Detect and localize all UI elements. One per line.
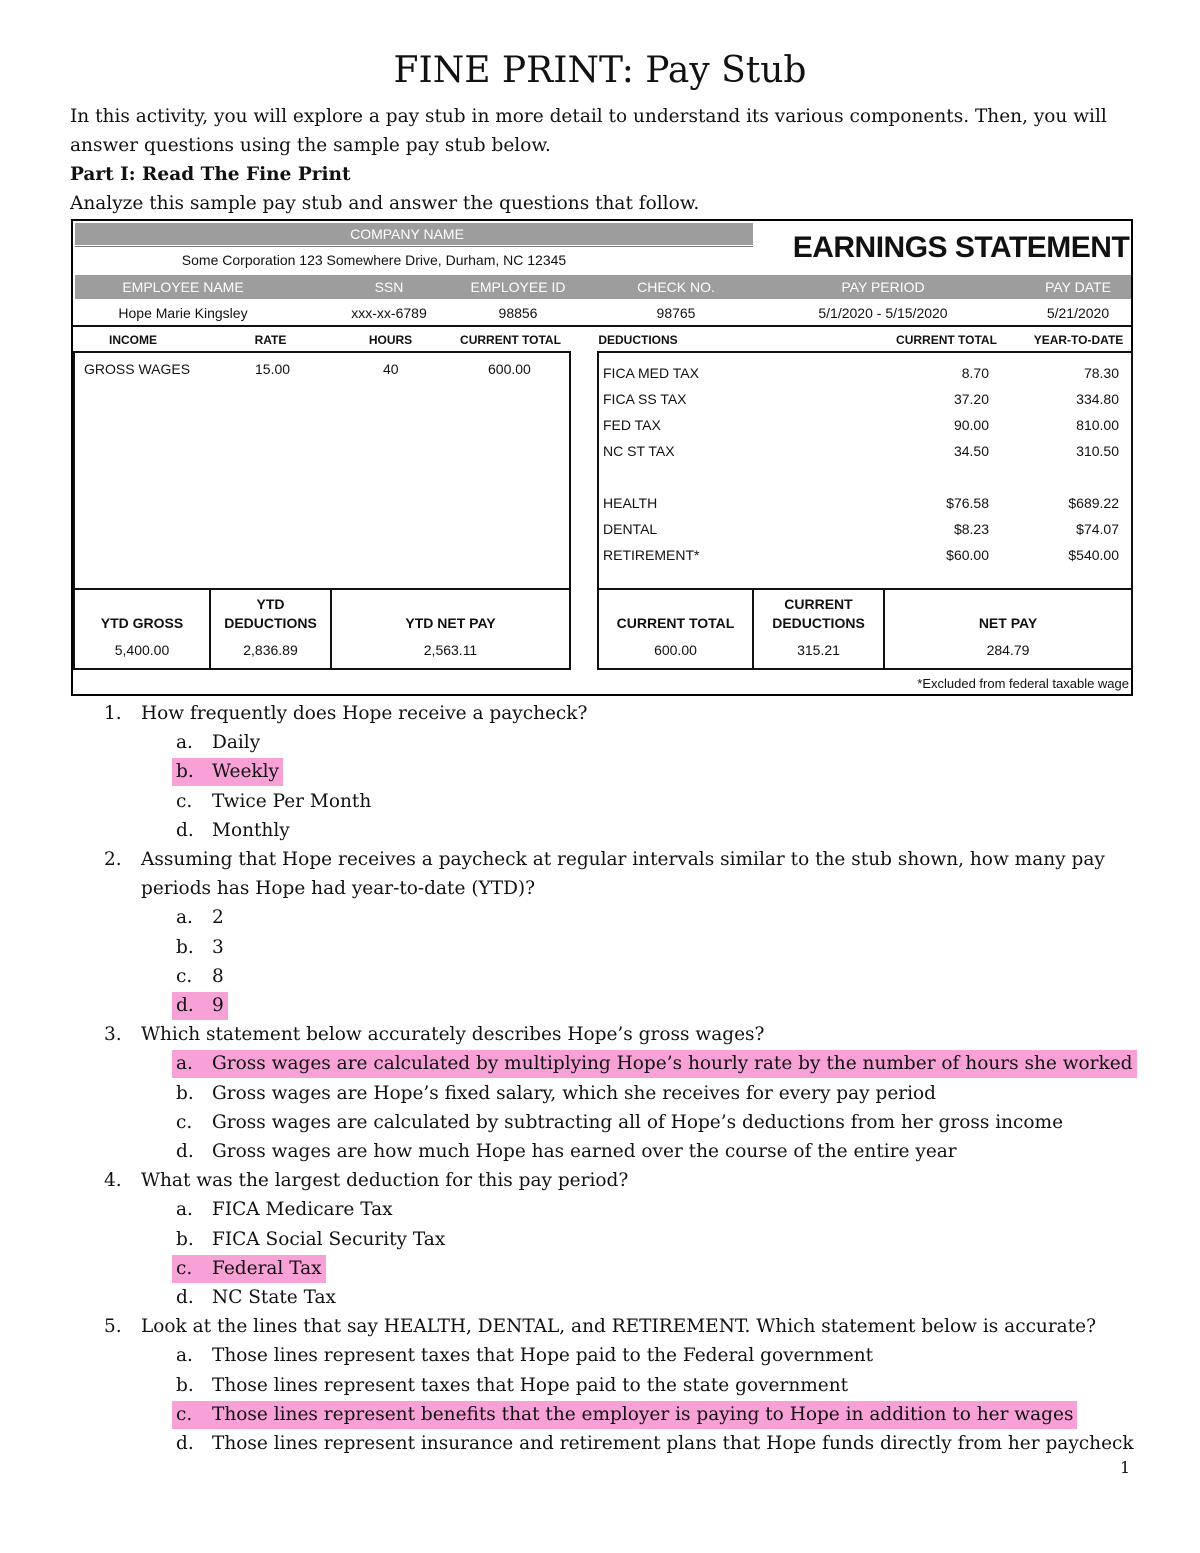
current-deductions-label-1: CURRENT [784, 596, 853, 612]
deduction-current-total: $60.00 [946, 547, 989, 563]
option-text: 8 [212, 965, 224, 987]
deduction-row [599, 387, 1131, 413]
option-letter: c. [176, 790, 193, 812]
option-letter: a. [176, 1345, 193, 1367]
answer-option[interactable] [172, 1284, 340, 1312]
deduction-ytd: $540.00 [1068, 547, 1119, 563]
center-gutter [569, 351, 599, 670]
answer-option[interactable] [172, 1342, 877, 1370]
page-number: 1 [1120, 1458, 1131, 1477]
deduction-label: FED TAX [603, 417, 661, 433]
pay-date-value: 5/21/2020 [1046, 305, 1110, 321]
ytd-gross-label: YTD GROSS [100, 615, 184, 631]
deduction-current-total: 37.20 [953, 391, 989, 407]
ssn-value: xxx-xx-6789 [351, 305, 427, 321]
option-letter: d. [176, 1287, 194, 1308]
option-letter: c. [176, 1257, 193, 1279]
deduction-row [599, 491, 1131, 517]
income-current-total-value: 600.00 [488, 361, 531, 377]
intro-text [70, 102, 1130, 218]
option-text: Monthly [212, 819, 290, 841]
check-no-label: CHECK NO. [637, 279, 715, 295]
income-box [73, 351, 571, 590]
current-deductions-label-2: DEDUCTIONS [772, 615, 865, 631]
option-text: Twice Per Month [212, 790, 372, 812]
ytd-net-pay-value: 2,563.11 [423, 642, 478, 658]
part-heading: Part I: Read The Fine Print [70, 164, 351, 185]
answer-option[interactable] [172, 1226, 449, 1254]
deduction-label: NC ST TAX [603, 443, 675, 459]
deduction-label: FICA MED TAX [603, 365, 699, 381]
answer-option-selected[interactable] [172, 992, 228, 1020]
question [104, 700, 587, 728]
answer-option-selected[interactable] [172, 758, 283, 786]
option-letter: a. [176, 1199, 193, 1221]
company-name-label: COMPANY NAME [350, 226, 464, 242]
deduction-label: DENTAL [603, 521, 658, 537]
current-deductions-value: 315.21 [797, 642, 840, 658]
option-text: Those lines represent taxes that Hope paid to the state government [212, 1374, 849, 1396]
deduction-row [599, 543, 1131, 569]
deductions-col-header: DEDUCTIONS [598, 333, 678, 347]
deduction-ytd: 310.50 [1076, 443, 1119, 459]
deduction-row [599, 413, 1131, 439]
ytd-gross-value: 5,400.00 [114, 642, 170, 658]
deduction-ytd: 78.30 [1083, 365, 1119, 381]
answer-option[interactable] [172, 1430, 1138, 1458]
ytd-net-pay-box [330, 588, 571, 670]
deduction-ytd: 334.80 [1076, 391, 1119, 407]
question [104, 1167, 628, 1195]
current-total-box [597, 588, 754, 670]
question-text: Assuming that Hope receives a paycheck at regular intervals similar to the stub shown, how many pay [141, 849, 1105, 870]
option-text: Those lines represent taxes that Hope paid to the Federal government [212, 1345, 874, 1367]
answer-option[interactable] [172, 1080, 940, 1108]
option-letter: b. [176, 1374, 194, 1396]
divider [75, 246, 753, 247]
question [104, 1021, 764, 1049]
answer-option[interactable] [172, 817, 294, 845]
ytd-deductions-label-1: YTD [256, 596, 285, 612]
answer-option[interactable] [172, 904, 228, 932]
question-text: Look at the lines that say HEALTH, DENTAL, and RETIREMENT. Which statement below is accurate? [141, 1316, 1097, 1338]
net-pay-value: 284.79 [986, 642, 1030, 658]
option-text: 9 [212, 995, 224, 1016]
intro-line-1: In this activity, you will explore a pay stub in more detail to understand its various components. Then, you will [70, 106, 1107, 127]
ytd-col-header: YEAR-TO-DATE [1033, 333, 1124, 347]
option-letter: a. [176, 1053, 193, 1075]
deduction-ytd: $74.07 [1076, 521, 1119, 537]
deduction-row [599, 361, 1131, 387]
option-letter: b. [176, 1082, 194, 1104]
current-total-col-header: CURRENT TOTAL [460, 333, 561, 347]
current-total-label: CURRENT TOTAL [616, 615, 735, 631]
answer-option-selected[interactable] [172, 1401, 1077, 1429]
deduction-current-total: 90.00 [953, 417, 989, 433]
question-text: How frequently does Hope receive a paycheck? [141, 703, 588, 724]
hours-col-header: HOURS [368, 333, 413, 347]
option-text: 3 [212, 936, 224, 958]
option-letter: d. [176, 995, 194, 1016]
deduction-ytd: 810.00 [1076, 417, 1119, 433]
answer-option-selected[interactable] [172, 1255, 326, 1283]
ytd-deductions-box [209, 588, 332, 670]
deduction-row [599, 517, 1131, 543]
option-letter: a. [176, 732, 193, 754]
net-pay-label: NET PAY [978, 615, 1038, 631]
pay-period-value: 5/1/2020 - 5/15/2020 [818, 305, 948, 321]
ytd-net-pay-label: YTD NET PAY [405, 615, 496, 631]
option-letter: d. [176, 1433, 194, 1454]
option-letter: d. [176, 1141, 194, 1162]
company-name-band [75, 223, 753, 245]
answer-option[interactable] [172, 788, 375, 816]
option-letter: b. [176, 1228, 194, 1250]
income-col-header: INCOME [109, 333, 157, 347]
deduction-current-total: $8.23 [953, 521, 989, 537]
ssn-label: SSN [374, 279, 404, 295]
option-text: Weekly [212, 761, 279, 783]
option-letter: c. [176, 1403, 193, 1425]
question-text-continued: periods has Hope had year-to-date (YTD)? [141, 878, 536, 900]
question [104, 1313, 1096, 1341]
answer-option[interactable] [172, 1109, 1067, 1137]
employee-id-value: 98856 [498, 305, 538, 321]
answer-option-selected[interactable] [172, 1050, 1137, 1078]
answer-option[interactable] [172, 934, 228, 962]
current-deductions-box [752, 588, 885, 670]
option-letter: c. [176, 965, 193, 987]
question-number: 3. [104, 1024, 122, 1046]
instruction: Analyze this sample pay stub and answer the questions that follow. [70, 193, 700, 214]
answer-option[interactable] [172, 1138, 961, 1166]
answer-option[interactable] [172, 1196, 397, 1224]
question-text: What was the largest deduction for this pay period? [141, 1170, 629, 1192]
option-letter: c. [176, 1111, 193, 1133]
question-text: Which statement below accurately describes Hope’s gross wages? [141, 1024, 765, 1046]
question-number: 4. [104, 1170, 122, 1192]
question [104, 846, 1105, 874]
deduction-current-total: 8.70 [961, 365, 989, 381]
deduction-label: HEALTH [603, 495, 658, 511]
rate-col-header: RATE [254, 333, 287, 347]
option-text: 2 [212, 907, 224, 929]
question-number: 5. [104, 1316, 122, 1338]
ytd-deductions-value: 2,836.89 [243, 642, 298, 658]
option-text: Gross wages are calculated by multiplying Hope’s hourly rate by the number of hours she worked [212, 1053, 1133, 1075]
option-text: Those lines represent insurance and retirement plans that Hope funds directly from her paycheck [212, 1433, 1134, 1454]
employee-name-value: Hope Marie Kingsley [118, 305, 248, 321]
net-pay-box [883, 588, 1133, 670]
option-letter: d. [176, 819, 194, 841]
ded-current-total-col-header: CURRENT TOTAL [896, 333, 997, 347]
answer-option[interactable] [172, 1372, 852, 1400]
rate-value: 15.00 [255, 361, 291, 377]
pay-date-label: PAY DATE [1045, 279, 1111, 295]
intro-line-2: answer questions using the sample pay stub below. [70, 135, 551, 156]
answer-option[interactable] [172, 963, 228, 991]
option-letter: b. [176, 761, 194, 783]
option-text: Daily [212, 732, 261, 754]
gross-wages-label: GROSS WAGES [84, 361, 191, 377]
option-text: Gross wages are how much Hope has earned over the course of the entire year [212, 1141, 957, 1162]
ytd-gross-box [73, 588, 211, 670]
option-text: NC State Tax [212, 1287, 336, 1308]
earnings-statement-heading: EARNINGS STATEMENT [792, 231, 1130, 264]
option-text: FICA Social Security Tax [212, 1228, 446, 1250]
deduction-ytd: $689.22 [1068, 495, 1119, 511]
company-address: Some Corporation 123 Somewhere Drive, Durham, NC 12345 [181, 252, 567, 268]
pay-stub [71, 219, 1133, 696]
option-letter: a. [176, 907, 193, 929]
footnote: *Excluded from federal taxable wage [917, 676, 1129, 691]
pay-period-label: PAY PERIOD [841, 279, 925, 295]
option-text: Gross wages are Hope’s fixed salary, which she receives for every pay period [212, 1082, 937, 1104]
option-text: Those lines represent benefits that the employer is paying to Hope in addition to her wages [212, 1403, 1074, 1425]
answer-option[interactable] [172, 729, 264, 757]
deduction-label: RETIREMENT* [603, 547, 700, 563]
check-no-value: 98765 [656, 305, 696, 321]
option-text: Federal Tax [212, 1257, 322, 1279]
deduction-row [599, 439, 1131, 465]
option-letter: b. [176, 936, 194, 958]
deductions-box [597, 351, 1133, 590]
option-text: Gross wages are calculated by subtracting all of Hope’s deductions from her gross income [212, 1111, 1064, 1133]
employee-id-label: EMPLOYEE ID [470, 279, 566, 295]
option-text: FICA Medicare Tax [212, 1199, 393, 1221]
current-total-value: 600.00 [654, 642, 697, 658]
employee-name-label: EMPLOYEE NAME [122, 279, 244, 295]
deduction-current-total: $76.58 [946, 495, 989, 511]
deduction-current-total: 34.50 [953, 443, 989, 459]
deduction-label: FICA SS TAX [603, 391, 687, 407]
question-number: 2. [104, 849, 122, 870]
page-title: FINE PRINT: Pay Stub [393, 50, 807, 91]
question-number: 1. [104, 703, 122, 724]
divider [73, 325, 1131, 327]
ytd-deductions-label-2: DEDUCTIONS [224, 615, 317, 631]
hours-value: 40 [383, 361, 399, 377]
